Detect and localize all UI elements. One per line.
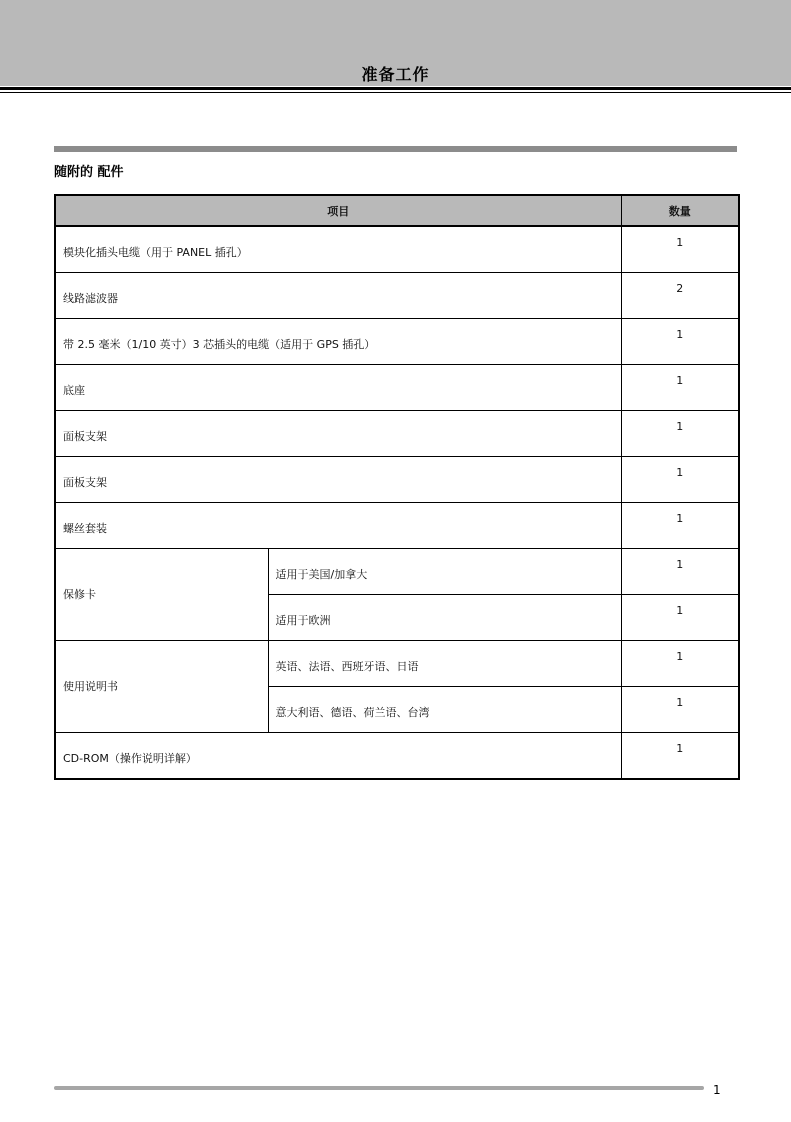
table-row [55, 365, 739, 411]
table-header-row [55, 195, 739, 226]
item-cell: 螺丝套装 [55, 503, 621, 549]
column-header-item: 项目 [55, 195, 621, 226]
quantity-cell: 1 [621, 319, 739, 365]
table-row [55, 226, 739, 273]
quantity-cell: 1 [621, 226, 739, 273]
table-row [55, 319, 739, 365]
quantity-cell: 2 [621, 273, 739, 319]
item-cell: 带 2.5 毫米（1/10 英寸）3 芯插头的电缆（适用于 GPS 插孔） [55, 319, 621, 365]
warranty-group-cell: 保修卡 [55, 549, 268, 641]
quantity-cell: 1 [621, 641, 739, 687]
item-cell: 适用于美国/加拿大 [268, 549, 621, 595]
header-rule-thick [0, 87, 791, 90]
table-row [55, 457, 739, 503]
table-row [55, 733, 739, 780]
quantity-cell: 1 [621, 503, 739, 549]
quantity-cell: 1 [621, 687, 739, 733]
item-cell: 底座 [55, 365, 621, 411]
table-row [55, 503, 739, 549]
page-title: 准备工作 [361, 65, 430, 84]
item-cell: 英语、法语、西班牙语、日语 [268, 641, 621, 687]
table-row [55, 411, 739, 457]
quantity-cell: 1 [621, 595, 739, 641]
quantity-cell: 1 [621, 457, 739, 503]
column-header-quantity: 数量 [621, 195, 739, 226]
item-cell: 意大利语、德语、荷兰语、台湾 [268, 687, 621, 733]
item-cell: CD-ROM（操作说明详解） [55, 733, 621, 780]
footer-rule [54, 1086, 704, 1090]
quantity-cell: 1 [621, 733, 739, 780]
item-cell: 线路滤波器 [55, 273, 621, 319]
manual-group-cell: 使用说明书 [55, 641, 268, 733]
section-bar [54, 146, 737, 152]
table-row [55, 273, 739, 319]
quantity-cell: 1 [621, 365, 739, 411]
item-cell: 模块化插头电缆（用于 PANEL 插孔） [55, 226, 621, 273]
page-number: 1 [713, 1083, 721, 1097]
quantity-cell: 1 [621, 411, 739, 457]
table-row [55, 549, 739, 595]
item-cell: 适用于欧洲 [268, 595, 621, 641]
table-row [55, 641, 739, 687]
quantity-cell: 1 [621, 549, 739, 595]
item-cell: 面板支架 [55, 457, 621, 503]
item-cell: 面板支架 [55, 411, 621, 457]
header-rule-thin [0, 92, 791, 93]
accessories-table [54, 194, 740, 780]
section-title: 随附的 配件 [54, 165, 124, 180]
